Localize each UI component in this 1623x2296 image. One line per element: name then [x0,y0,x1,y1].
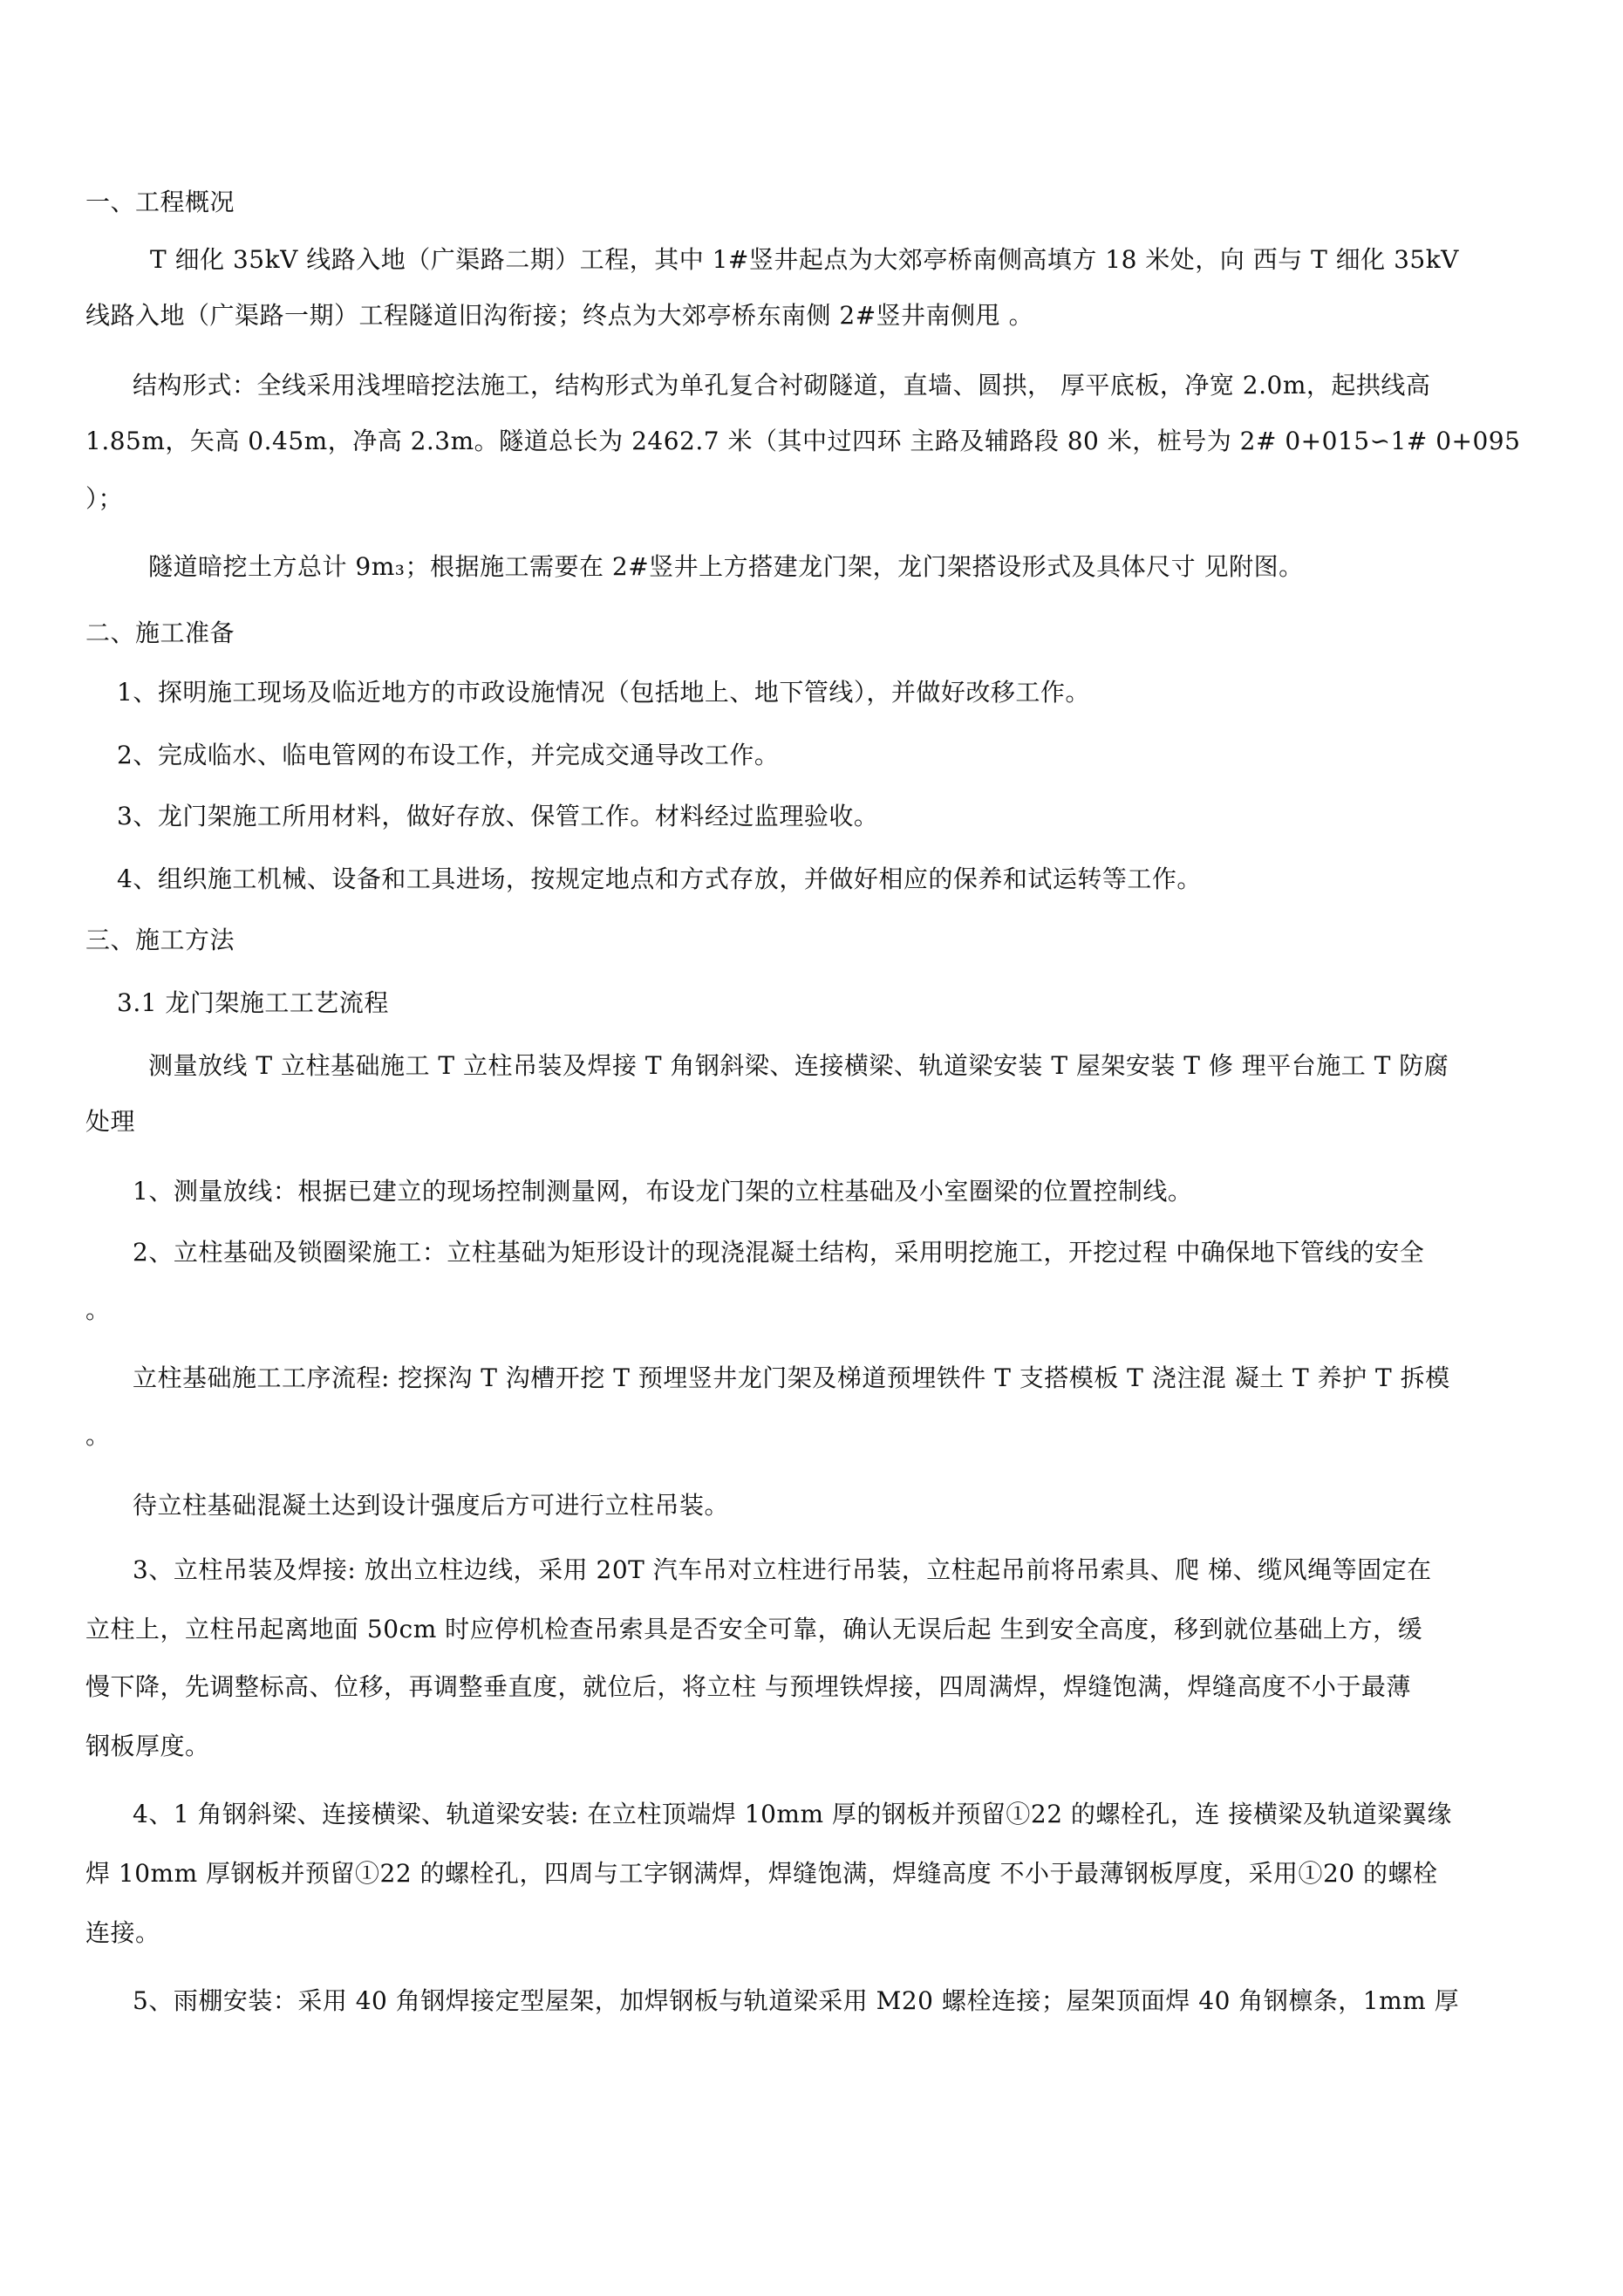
list-item: 1、探明施工现场及临近地方的市政设施情况（包括地上、地下管线），并做好改移工作。 [117,678,1090,707]
list-item: 5、雨棚安装：采用 40 角钢焊接定型屋架，加焊钢板与轨道梁采用 M20 螺栓连接；屋架顶面焊 40 角钢檩条，1mm 厚 [133,1986,1460,2015]
section-heading-overview: 一、工程概况 [85,188,235,216]
list-item: 4、组织施工机械、设备和工具进场，按规定地点和方式存放，并做好相应的保养和试运转等工作。 [117,864,1202,893]
paragraph-line: 。 [85,1295,111,1324]
paragraph-line: T 细化 35kV 线路入地（广渠路二期）工程，其中 1#竖井起点为大郊亭桥南侧高填方 18 米处，向 西与 T 细化 35kV [150,245,1459,274]
paragraph-line: 立柱基础施工工序流程: 挖探沟 T 沟槽开挖 T 预埋竖井龙门架及梯道预埋铁件 T 支搭模板 T 浇注混 凝土 T 养护 T 拆模 [133,1363,1450,1392]
paragraph-line: 慢下降，先调整标高、位移，再调整垂直度，就位后，将立柱 与预埋铁焊接，四周满焊，焊缝饱满，焊缝高度不小于最薄 [85,1672,1411,1701]
list-item: 3、龙门架施工所用材料，做好存放、保管工作。材料经过监理验收。 [117,802,879,830]
paragraph-line: 测量放线 T 立柱基础施工 T 立柱吊装及焊接 T 角钢斜梁、连接横梁、轨道梁安装 T 屋架安装 T 修 理平台施工 T 防腐 [148,1051,1449,1080]
list-item: 4、1 角钢斜梁、连接横梁、轨道梁安装: 在立柱顶端焊 10mm 厚的钢板并预留①22 的螺栓孔，连 接横梁及轨道梁翼缘 [133,1800,1452,1828]
list-item: 1、测量放线：根据已建立的现场控制测量网，布设龙门架的立柱基础及小室圈梁的位置控制线。 [133,1177,1193,1206]
paragraph-line: 钢板厚度。 [85,1732,210,1760]
section-heading-preparation: 二、施工准备 [85,618,235,647]
list-item: 3、立柱吊装及焊接: 放出立柱边线，采用 20T 汽车吊对立柱进行吊装，立柱起吊前将吊索具、爬 梯、缆风绳等固定在 [133,1555,1432,1584]
paragraph-line: 焊 10mm 厚钢板并预留①22 的螺栓孔，四周与工字钢满焊，焊缝饱满，焊缝高度 不小于最薄钢板厚度，采用①20 的螺栓 [85,1859,1438,1888]
section-heading-method: 三、施工方法 [85,926,235,954]
subsection-heading: 3.1 龙门架施工工艺流程 [117,988,389,1017]
paragraph-line: 立柱上，立柱吊起离地面 50cm 时应停机检查吊索具是否安全可靠，确认无误后起 生到安全高度，移到就位基础上方，缓 [85,1615,1423,1643]
paragraph-line: 隧道暗挖土方总计 9m₃；根据施工需要在 2#竖井上方搭建龙门架，龙门架搭设形式及具体尺寸 见附图。 [148,552,1304,581]
paragraph-line: 线路入地（广渠路一期）工程隧道旧沟衔接；终点为大郊亭桥东南侧 2#竖井南侧甩 。 [85,301,1034,330]
list-item: 2、完成临水、临电管网的布设工作，并完成交通导改工作。 [117,741,780,769]
paragraph-line: 1.85m，矢高 0.45m，净高 2.3m。隧道总长为 2462.7 米（其中过四环 主路及辅路段 80 米，桩号为 2# 0+015∽1# 0+095 [85,427,1521,455]
list-item: 2、立柱基础及锁圈梁施工：立柱基础为矩形设计的现浇混凝土结构，采用明挖施工，开挖过程 中确保地下管线的安全 [133,1238,1425,1267]
paragraph-line: 结构形式：全线采用浅埋暗挖法施工，结构形式为单孔复合衬砌隧道，直墙、圆拱， 厚平底板，净宽 2.0m，起拱线高 [133,371,1431,400]
paragraph-line: 待立柱基础混凝土达到设计强度后方可进行立柱吊装。 [133,1491,730,1520]
paragraph-line: 处理 [85,1107,136,1136]
paragraph-line: ）； [85,484,124,513]
paragraph-line: 连接。 [85,1918,160,1947]
paragraph-line: 。 [85,1421,111,1450]
